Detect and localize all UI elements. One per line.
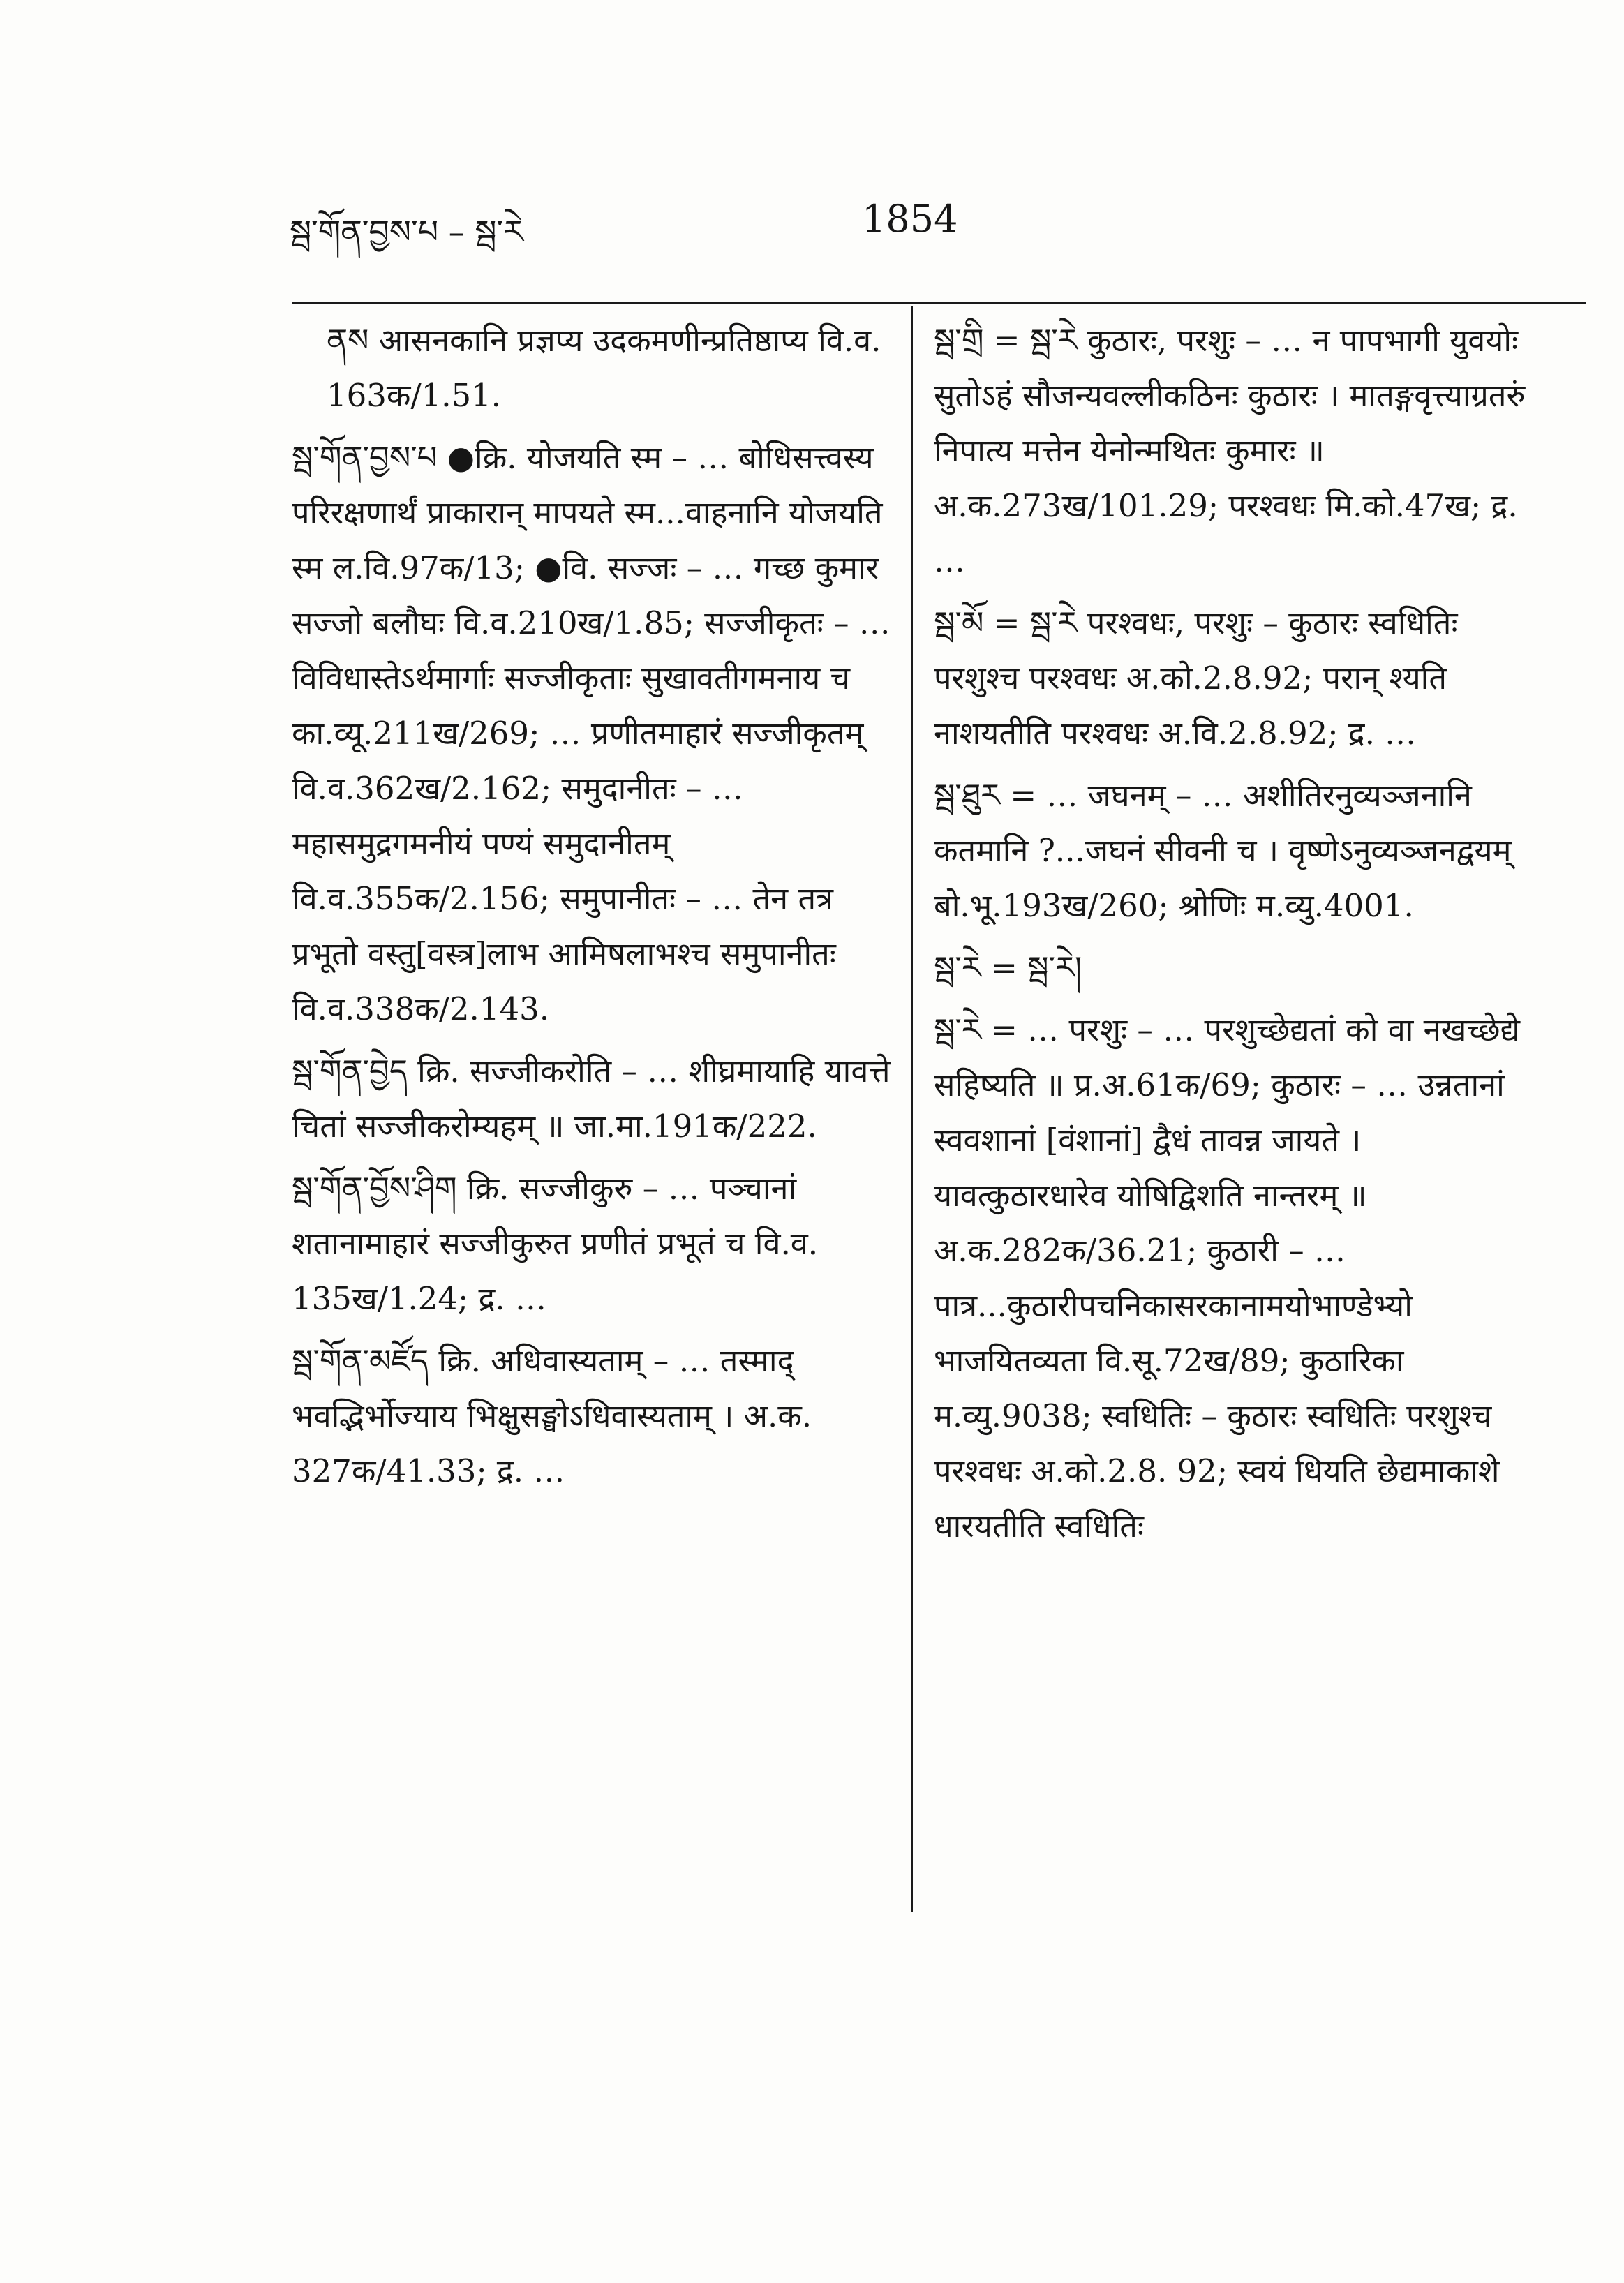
dictionary-entry: སྦ་གྲི = སྦ་རེ कुठारः, परशुः – … न पापभागी युवयोः सुतोऽहं सौजन्यवल्लीकठिनः कुठारः । मातङ्गवृत्त्याग्रतरुं निपात्य मत्तेन येनोन्मथितः कुमारः ॥ अ.क.273ख/101.29; परश्वधः मि.को.47ख; द्र. … [934, 322, 1526, 579]
dictionary-entry: སྦ་གོན་བྱོས་ཤིག क्रि. सज्जीकुरु – … पञ्चानां शतानामाहारं सज्जीकुरुत प्रणीतं प्रभूतं च वि.व. 135ख/1.24; द्र. … [292, 1170, 819, 1317]
left-column [292, 313, 902, 1505]
dictionary-entry: སྦ་མོ = སྦ་རེ परश्वधः, परशुः – कुठारः स्वधितिः परशुश्च परश्वधः अ.को.2.8.92; परान् श्यति नाशयतीति परश्वधः अ.वि.2.8.92; द्र. … [934, 604, 1458, 752]
dictionary-entry: སྦ་ཐུར = … जघनम् – … अशीतिरनुव्यञ्जनानि कतमानि ?...जघनं सीवनी च । वृष्णेऽनुव्यञ्जनद्वयम् बो.भू.193ख/260; श्रोणिः म.व्यु.4001. [934, 777, 1512, 924]
dictionary-entry: སྦ་གོན་མཛོད क्रि. अधिवास्यताम् – … तस्माद् भवद्भिर्भोज्याय भिक्षुसङ्घोऽधिवास्यताम् । अ.क. 327क/41.33; द्र. … [292, 1342, 812, 1489]
dictionary-entry: སྦ་རེ = སྦ་རེ། [934, 949, 1082, 986]
running-head: སྦ་གོན་བྱས་པ – སྦ་རེ [290, 213, 523, 251]
dictionary-entry: སྦ་གོན་བྱེད क्रि. सज्जीकरोति – … शीघ्रमायाहि यावत्ते चितां सज्जीकरोम्यहम् ॥ जा.मा.191क/222. [292, 1053, 891, 1145]
dictionary-entry: སྦ་གོན་བྱས་པ ●क्रि. योजयति स्म – … बोधिसत्त्वस्य परिरक्षणार्थं प्राकारान् मापयते स्म...वाहनानि योजयति स्म ल.वि.97क/13; ●वि. सज्जः – … गच्छ कुमार सज्जो बलौघः वि.व.210ख/1.85; सज्जीकृतः – … विविधास्तेऽर्थमार्गाः सज्जीकृताः सुखावतीगमनाय च का.व्यू.211ख/269; … प्रणीतमाहारं सज्जीकृतम् वि.व.362ख/2.162; समुदानीतः – … महासमुद्रगमनीयं पण्यं समुदानीतम् वि.व.355क/2.156; समुपानीतः – … तेन तत्र प्रभूतो वस्तु[वस्त्र]लाभ आमिषलाभश्च समुपानीतः वि.व.338क/2.143. [292, 439, 891, 1027]
header-rule [292, 302, 1586, 304]
page-number: 1854 [862, 197, 958, 241]
column-divider [911, 306, 913, 1912]
dictionary-entry: སྦ་རེ = … परशुः – … परशुच्छेद्यतां को वा नखच्छेद्ये सहिष्यति ॥ प्र.अ.61क/69; कुठारः – … उन्नतानां स्ववशानां [वंशानां] द्वैधं तावन्न जायते । यावत्कुठारधारेव योषिद्विशति नान्तरम् ॥ अ.क.282क/36.21; कुठारी – … पात्र...कुठारीपचनिकासरकानामयोभाण्डेभ्यो भाजयितव्यता वि.सू.72ख/89; कुठारिका म.व्यु.9038; स्वधितिः – कुठारः स्वधितिः परशुश्च परश्वधः अ.को.2.8. 92; स्वयं धियति छेद्यमाकाशे धारयतीति स्वधितिः [934, 1011, 1520, 1545]
dictionary-entry: ནས आसनकानि प्रज्ञप्य उदकमणीन्प्रतिष्ठाप्य वि.व. 163क/1.51. [327, 322, 881, 414]
right-column [934, 313, 1544, 1561]
